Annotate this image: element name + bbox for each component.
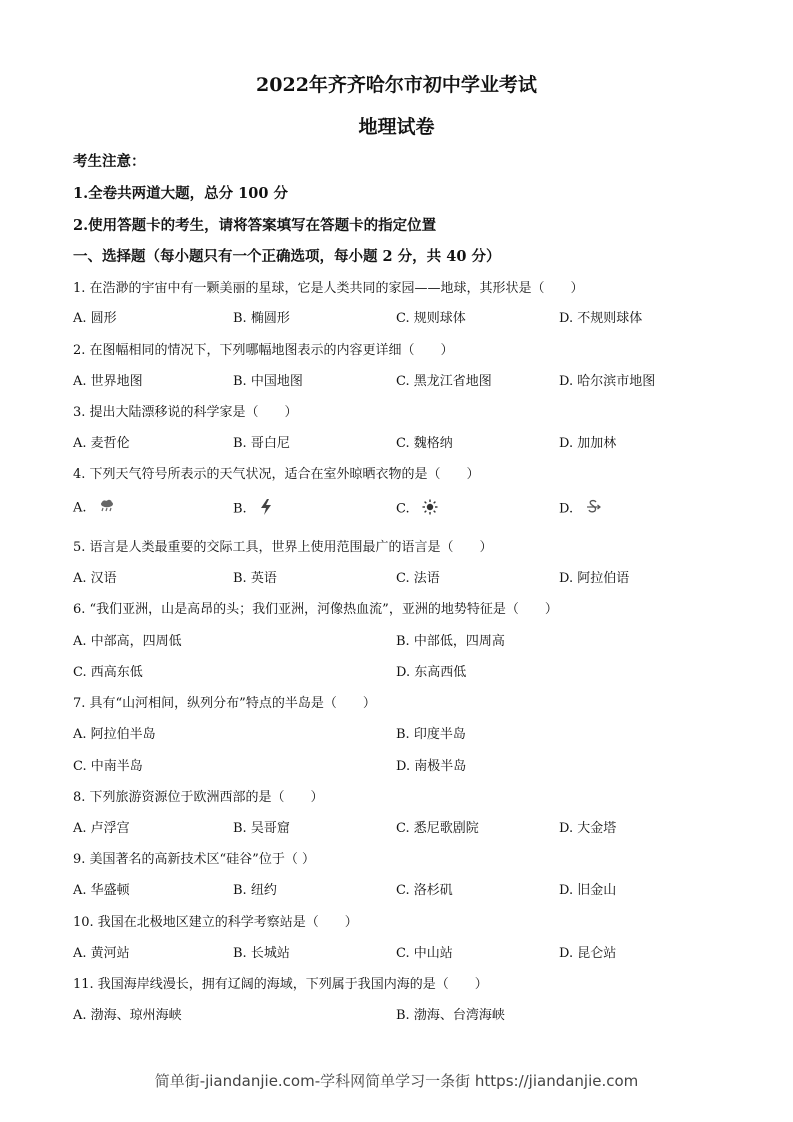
notice-heading: 考生注意： xyxy=(73,153,146,170)
question-option: D. 南极半岛 xyxy=(396,759,467,774)
question-option: D. 旧金山 xyxy=(559,883,617,898)
question-option xyxy=(233,499,273,519)
rain-cloud-icon xyxy=(99,499,115,517)
sandstorm-icon xyxy=(585,499,601,519)
question-option: D. 加加林 xyxy=(559,436,617,451)
page-subtitle: 地理试卷 xyxy=(358,116,435,138)
section-heading: 一、选择题（每小题只有一个正确选项，每小题 2 分，共 40 分） xyxy=(73,248,501,265)
question-option: D. 不规则球体 xyxy=(559,311,643,326)
question-option: C. 中南半岛 xyxy=(73,759,143,774)
notice-item: 1.全卷共两道大题，总分 100 分 xyxy=(73,185,288,202)
question-stem: 3. 提出大陆漂移说的科学家是（ ） xyxy=(73,405,298,420)
page-title: 2022年齐齐哈尔市初中学业考试 xyxy=(256,74,537,96)
question-option: C. 洛杉矶 xyxy=(396,883,453,898)
question-option: B. 中部低，四周高 xyxy=(396,634,505,649)
question-option: B. 哥白尼 xyxy=(233,436,290,451)
question-stem: 11. 我国海岸线漫长，拥有辽阔的海域，下列属于我国内海的是（ ） xyxy=(73,977,488,992)
question-option xyxy=(73,499,115,517)
sun-icon xyxy=(422,499,438,519)
question-option xyxy=(396,499,438,519)
question-option: B. 英语 xyxy=(233,571,277,586)
question-option: D. 昆仑站 xyxy=(559,946,617,961)
question-option: C. 中山站 xyxy=(396,946,453,961)
question-stem: 1. 在浩渺的宇宙中有一颗美丽的星球，它是人类共同的家园——地球，其形状是（ ） xyxy=(73,281,584,296)
question-stem: 10. 我国在北极地区建立的科学考察站是（ ） xyxy=(73,915,358,930)
question-option xyxy=(559,499,601,519)
notice-item: 2.使用答题卡的考生，请将答案填写在答题卡的指定位置 xyxy=(73,217,437,234)
question-option: A. 汉语 xyxy=(73,571,117,586)
page-footer: 简单街-jiandanjie.com-学科网简单学习一条街 https://jiandanjie.com xyxy=(154,1072,639,1090)
question-stem: 2. 在图幅相同的情况下，下列哪幅地图表示的内容更详细（ ） xyxy=(73,343,454,358)
question-option: C. 法语 xyxy=(396,571,440,586)
option-letter: A. xyxy=(73,500,87,516)
question-option: A. 渤海、琼州海峡 xyxy=(73,1008,182,1023)
question-option: C. 黑龙江省地图 xyxy=(396,374,492,389)
question-option: B. 吴哥窟 xyxy=(233,821,290,836)
option-letter: C. xyxy=(396,501,410,517)
question-option: A. 世界地图 xyxy=(73,374,143,389)
question-option: B. 纽约 xyxy=(233,883,277,898)
question-option: B. 渤海、台湾海峡 xyxy=(396,1008,505,1023)
question-option: A. 中部高，四周低 xyxy=(73,634,182,649)
question-option: B. 印度半岛 xyxy=(396,727,466,742)
question-option: C. 魏格纳 xyxy=(396,436,453,451)
lightning-icon xyxy=(259,499,273,519)
question-option: A. 卢浮宫 xyxy=(73,821,130,836)
question-stem: 6. “我们亚洲，山是高昂的头；我们亚洲，河像热血流”，亚洲的地势特征是（ ） xyxy=(73,602,558,617)
question-option: A. 华盛顿 xyxy=(73,883,130,898)
question-stem: 4. 下列天气符号所表示的天气状况，适合在室外晾晒衣物的是（ ） xyxy=(73,467,480,482)
question-option: D. 大金塔 xyxy=(559,821,617,836)
question-option: B. 椭圆形 xyxy=(233,311,290,326)
question-option: C. 规则球体 xyxy=(396,311,466,326)
option-letter: D. xyxy=(559,501,574,517)
option-letter: B. xyxy=(233,501,247,517)
question-option: B. 中国地图 xyxy=(233,374,303,389)
question-stem: 7. 具有“山河相间，纵列分布”特点的半岛是（ ） xyxy=(73,696,376,711)
question-option: A. 阿拉伯半岛 xyxy=(73,727,156,742)
question-option: A. 圆形 xyxy=(73,311,117,326)
question-option: D. 哈尔滨市地图 xyxy=(559,374,656,389)
question-stem: 9. 美国著名的高新技术区“硅谷”位于（ ） xyxy=(73,852,315,867)
question-stem: 8. 下列旅游资源位于欧洲西部的是（ ） xyxy=(73,790,324,805)
question-option: C. 西高东低 xyxy=(73,665,143,680)
question-stem: 5. 语言是人类最重要的交际工具，世界上使用范围最广的语言是（ ） xyxy=(73,540,493,555)
question-option: D. 东高西低 xyxy=(396,665,467,680)
question-option: A. 黄河站 xyxy=(73,946,130,961)
question-option: A. 麦哲伦 xyxy=(73,436,130,451)
question-option: D. 阿拉伯语 xyxy=(559,571,630,586)
question-option: C. 悉尼歌剧院 xyxy=(396,821,479,836)
question-option: B. 长城站 xyxy=(233,946,290,961)
